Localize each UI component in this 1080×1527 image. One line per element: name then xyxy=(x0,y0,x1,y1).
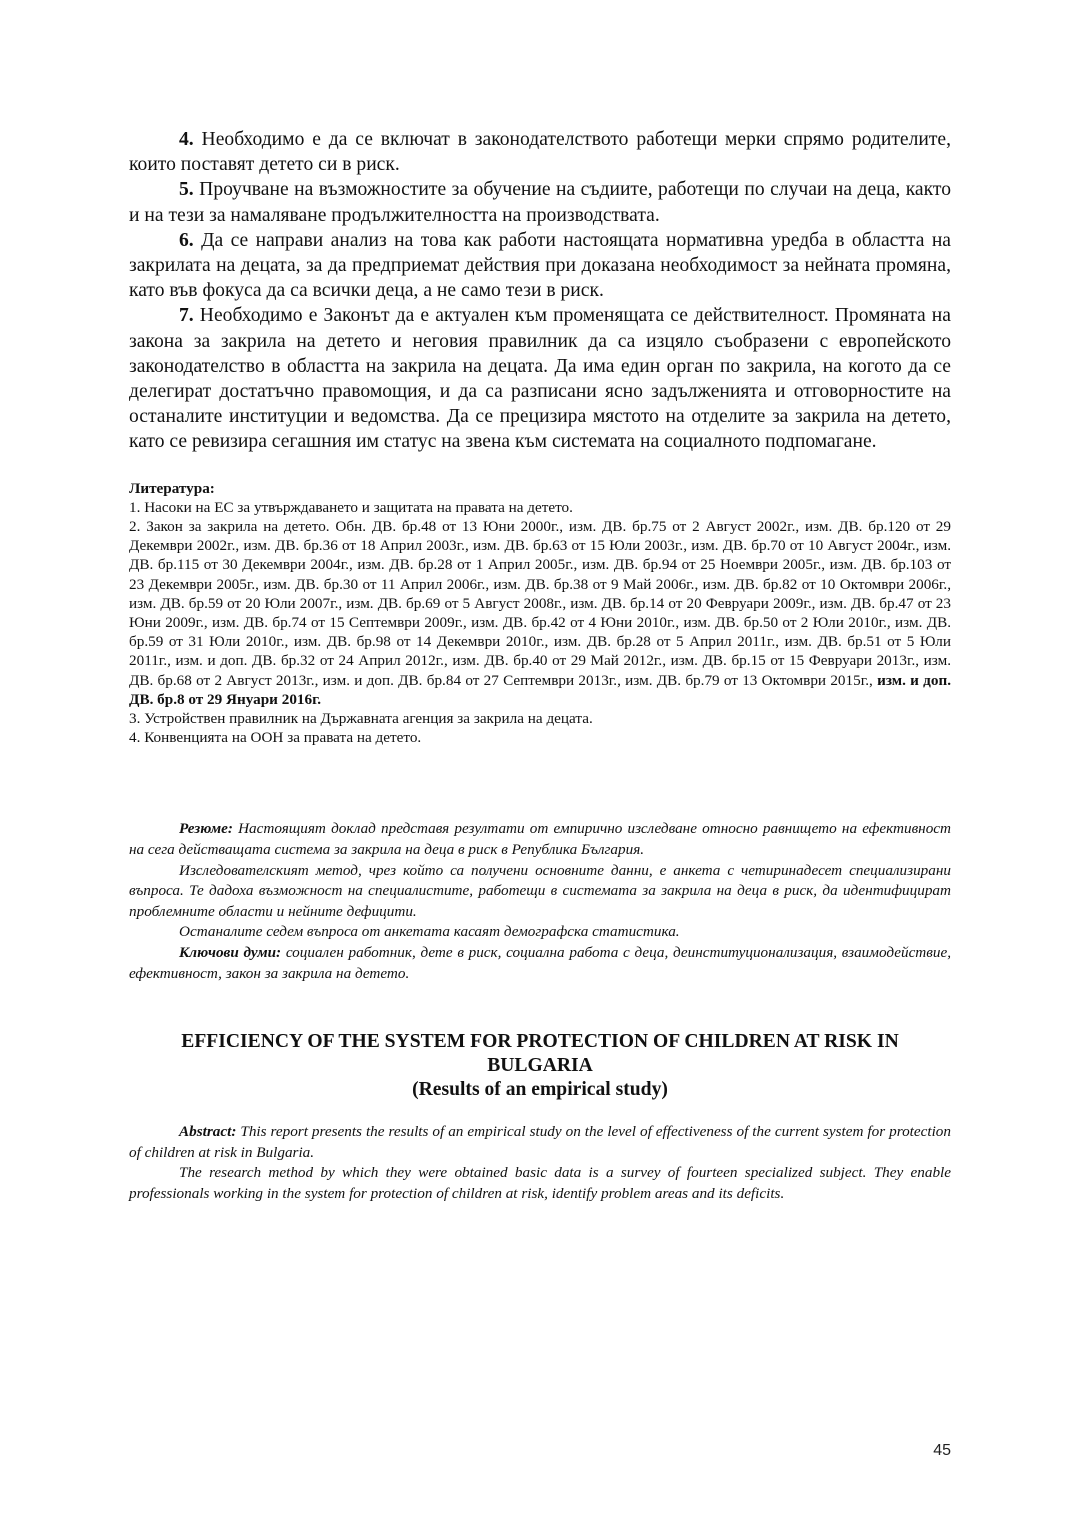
english-title-block xyxy=(129,1030,951,1102)
reference-item: 4. Конвенцията на ООН за правата на детето. xyxy=(129,729,422,747)
reference-item: 2. Закон за закрила на детето. Обн. ДВ. бр.48 от 13 Юни 2000г., изм. ДВ. бр.75 от 2 Август 2002г., изм. ДВ. бр.120 от 29 Декември 2002г., изм. ДВ. бр.36 от 18 Април 2003г., изм. ДВ. бр.63 от 15 Юли 2003г., изм. ДВ. бр.70 от 10 Август 2004г., изм. ДВ. бр.115 от 30 Декември 2004г., изм. ДВ. бр.28 от 1 Април 2005г., изм. ДВ. бр.94 от 25 Ноември 2005г., изм. ДВ. бр.103 от 23 Декември 2005г., изм. ДВ. бр.30 от 11 Април 2006г., изм. ДВ. бр.38 от 9 Май 2006г., изм. ДВ. бр.82 от 10 Октомври 2006г., изм. ДВ. бр.59 от 20 Юли 2007г., изм. ДВ. бр.69 от 5 Август 2008г., изм. ДВ. бр.14 от 20 Февруари 2009г., изм. ДВ. бр.47 от 23 Юни 2009г., изм. ДВ. бр.74 от 15 Септември 2009г., изм. ДВ. бр.42 от 4 Юни 2010г., изм. ДВ. бр.50 от 2 Юли 2010г., изм. ДВ. бр.59 от 31 Юли 2010г., изм. ДВ. бр.98 от 14 Декември 2010г., изм. ДВ. бр.28 от 5 Април 2011г., изм. ДВ. бр.51 от 5 Юли 2011г., изм. и доп. ДВ. бр.32 от 24 Април 2012г., изм. ДВ. бр.40 от 29 Май 2012г., изм. ДВ. бр.15 от 15 Февруари 2013г., изм. ДВ. бр.68 от 2 Август 2013г., изм. и доп. ДВ. бр.84 от 27 Септември 2013г., изм. ДВ. бр.79 от 13 Октомври 2015г., изм. и доп. ДВ. бр.8 от 29 Януари 2016г. xyxy=(129,518,951,708)
document-page xyxy=(129,127,951,1205)
recommendation-text: Необходимо е Законът да е актуален към променящата се действителност. Промяната на закона за закрила на детето и неговия правилник да са изцяло съобразени с европейското законодателство в областта на закрила на децата. Да има един орган по закрила, на когото да се делегират достатъчно правомощия, и да са разписани ясно задълженията и отговорностите на останалите институции и ведомства. Да се прецизира мястото на отделите за закрила на детето, като се ревизира сегашния им статус на звена към системата на социалното подпомагане. xyxy=(129,305,951,453)
abstract-paragraph-1: Abstract: This report presents the results of an empirical study on the level of effectiveness of the current system for protection of children at risk in Bulgaria. xyxy=(129,1123,951,1161)
reference-bold-tail: изм. и доп. ДВ. бр.8 от 29 Януари 2016г. xyxy=(129,671,951,708)
references-section xyxy=(129,479,951,748)
references-list xyxy=(129,498,951,748)
keywords: Ключови думи: социален работник, дете в риск, социална работа с деца, деинституционализация, взаимодействие, ефективност, закон за закрила на детето. xyxy=(129,944,952,982)
recommendation-number: 7. xyxy=(179,305,194,327)
recommendation-7 xyxy=(129,303,951,454)
recommendation-text: Да се направи анализ на това как работи настоящата нормативна уредба в областта на закрилата на децата, за да предприемат действия при доказана необходимост за нейната промяна, като във фокуса да са всички деца, а не само тези в риск. xyxy=(129,229,951,302)
keywords-label: Ключови думи: xyxy=(179,944,282,962)
recommendation-text: Необходимо е да се включат в законодателството работещи мерки спрямо родителите, които поставят детето си в риск. xyxy=(129,129,951,176)
recommendation-text: Проучване на възможностите за обучение на съдиите, работещи по случаи на деца, както и на тези за намаляване продължителността на производствата. xyxy=(129,179,951,226)
summary-paragraph-2: Изследователският метод, чрез който са получени основните данни, е анкета с четиринадесет специализирани въпроса. Те дадоха възможност на специалистите, работещи в системата за закрила на деца в риск, да идентифицират проблемните области и нейните дефицити. xyxy=(129,861,951,920)
summary-paragraph-1: Резюме: Настоящият доклад представя резултати от емпирично изследване относно равнището на ефективност на сега действащата система за закрила на деца в риск в Република България. xyxy=(129,820,951,859)
page-number: 45 xyxy=(933,1442,951,1459)
recommendation-number: 4. xyxy=(179,129,194,150)
english-title: EFFICIENCY OF THE SYSTEM FOR PROTECTION OF CHILDREN AT RISK IN BULGARIA xyxy=(181,1031,899,1077)
references-title: Литература: xyxy=(129,479,215,497)
summary-paragraph-3: Останалите седем въпроса от анкетата касаят демографска статистика. xyxy=(179,923,680,941)
recommendation-number: 5. xyxy=(179,179,194,201)
abstract-en xyxy=(129,1122,951,1204)
summary-bg xyxy=(129,819,951,984)
abstract-label: Abstract: xyxy=(179,1123,237,1141)
reference-item: 1. Насоки на ЕС за утвърждаването и защитата на правата на детето. xyxy=(129,498,573,516)
summary-label: Резюме: xyxy=(179,820,233,838)
recommendations-section xyxy=(129,127,951,455)
abstract-paragraph-2: The research method by which they were obtained basic data is a survey of fourteen specialized subject. They enable professionals working in the system for protection of children at risk, identify problem areas and its deficits. xyxy=(129,1164,951,1203)
recommendation-5 xyxy=(129,177,951,227)
reference-item: 3. Устройствен правилник на Държавната агенция за закрила на децата. xyxy=(129,710,593,728)
recommendation-number: 6. xyxy=(179,229,194,251)
recommendation-6 xyxy=(129,228,951,304)
recommendation-4 xyxy=(129,127,951,177)
english-subtitle: (Results of an empirical study) xyxy=(412,1079,668,1101)
